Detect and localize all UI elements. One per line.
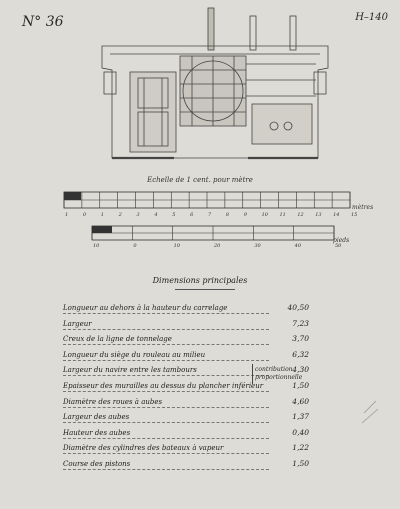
dimensions-title: Dimensions principales <box>152 276 248 285</box>
dimension-label: Creux de la ligne de tonnelage <box>63 335 172 344</box>
dimension-value: 1,37 <box>292 412 309 422</box>
dimension-value: 4,30 <box>292 365 309 375</box>
dimension-label: Epaisseur des murailles au dessus du plancher inférieur <box>63 381 264 390</box>
scale-tick-label: 7 <box>208 212 212 218</box>
dimension-label: Diamètre des roues à aubes <box>63 397 163 406</box>
dimension-value: 6,32 <box>292 349 309 359</box>
leader-dots <box>63 407 269 408</box>
dimension-row <box>63 444 327 460</box>
scale-tick-label: 10 <box>173 243 181 249</box>
scale-tick-label: 13 <box>315 212 322 218</box>
leader-dots <box>63 360 269 361</box>
scale-tick-label: 50 <box>335 243 342 249</box>
dimension-value: 4,60 <box>292 396 309 406</box>
dimension-value: 7,23 <box>292 318 309 328</box>
scale-tick-label: 9 <box>243 212 247 218</box>
title-rule <box>175 289 235 290</box>
leader-dots <box>63 453 269 454</box>
dimension-value: 1,50 <box>292 380 309 390</box>
scale-tick-label: 30 <box>254 243 261 249</box>
dimension-value: 0,40 <box>292 427 309 437</box>
ship-plan-drawing <box>92 8 338 168</box>
scale-tick-label: 12 <box>297 212 304 218</box>
dimension-row <box>63 335 327 351</box>
dimension-row <box>63 320 327 336</box>
leader-dots <box>63 344 269 345</box>
scale-tick-label: 5 <box>172 212 176 218</box>
dimension-row <box>63 460 327 476</box>
dimension-row <box>63 304 327 320</box>
dimension-row <box>63 413 327 429</box>
scale-tick-label: 8 <box>225 212 230 218</box>
leader-dots <box>63 375 269 376</box>
leader-dots <box>63 313 269 314</box>
scale-tick-label: 14 <box>333 212 340 218</box>
dimension-row <box>63 382 327 398</box>
dimension-value: 1,22 <box>292 443 309 453</box>
dimension-value: 40,50 <box>287 303 309 312</box>
side-note-line: contribution <box>255 366 293 373</box>
dimension-label: Longueur au dehors à la hauteur du carrelage <box>63 304 228 312</box>
dimension-value: 1,50 <box>292 458 309 468</box>
dimension-value: 3,70 <box>292 334 309 344</box>
plate-number: N° 36 <box>22 14 64 30</box>
feet-scale-bar <box>90 224 340 250</box>
scale-tick-label: 10 <box>261 212 268 218</box>
dimension-label: Longueur du siège du rouleau au milieu <box>63 350 206 359</box>
dimension-row <box>63 429 327 445</box>
dimensions-table <box>63 304 327 476</box>
scale-tick-label: 20 <box>214 243 221 249</box>
scale-tick-label: 11 <box>279 212 286 218</box>
metric-scale-unit: mètres <box>352 204 374 211</box>
leader-dots <box>63 422 269 423</box>
scale-tick-label: 3 <box>136 212 140 218</box>
leader-dots <box>63 391 269 392</box>
dimension-label: Diamètre des cylindres des bateaux à vapeur <box>63 444 224 453</box>
leader-dots <box>63 438 269 439</box>
dimension-row <box>63 351 327 367</box>
sheet-mark: H–140 <box>355 12 388 23</box>
scale-tick-label: 4 <box>154 212 158 218</box>
side-note-line: proportionnelle <box>255 374 303 381</box>
pencil-mark <box>360 395 380 425</box>
dimension-label: Hauteur des aubes <box>63 428 131 437</box>
scale-tick-label: 0 <box>82 212 87 218</box>
dimension-row <box>63 398 327 414</box>
dimension-label: Largeur <box>63 319 92 328</box>
scale-tick-label: 10 <box>93 243 100 249</box>
leader-dots <box>63 329 269 330</box>
scale-tick-label: 40 <box>294 243 302 249</box>
scale-tick-label: 15 <box>351 212 358 218</box>
feet-scale-unit: pieds <box>333 237 350 244</box>
dimension-label: Course des pistons <box>63 459 131 468</box>
scale-tick-label: 2 <box>118 212 122 218</box>
scale-tick-label: 6 <box>190 212 194 218</box>
dimension-label: Largeur du navire entre les tambours <box>63 366 197 375</box>
scale-tick-label: 0 <box>133 243 137 249</box>
dimension-label: Largeur des aubes <box>63 413 130 422</box>
leader-dots <box>63 469 269 470</box>
scale-tick-label: 1 <box>100 212 104 218</box>
side-note <box>255 366 302 382</box>
scale-caption: Echelle de 1 cent. pour mètre <box>147 176 253 184</box>
metric-scale-bar <box>62 190 358 220</box>
scale-tick-label: 1 <box>65 212 69 218</box>
